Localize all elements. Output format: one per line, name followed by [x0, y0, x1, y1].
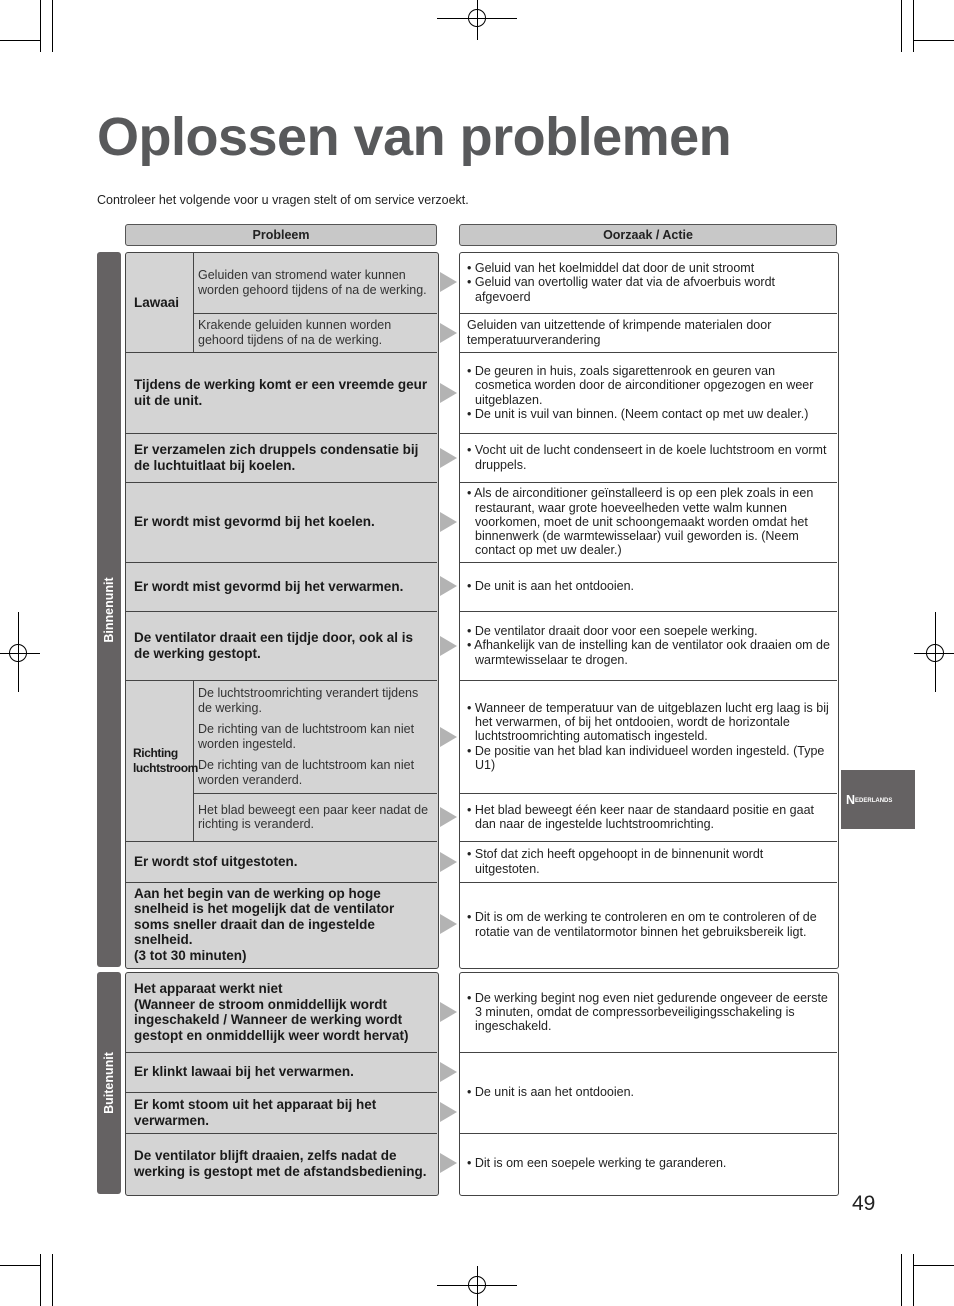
crop-mark	[914, 1265, 954, 1266]
cause-text: De werking begint nog even niet gedurende ongeveer de eerste 3 minuten, omdat de compressorbeveiligingsschakeling is ingeschakeld.	[474, 990, 828, 1034]
cause-cell	[467, 482, 831, 562]
column-header-problem: Probleem	[125, 224, 437, 246]
problem-text: Er wordt mist gevormd bij het koelen.	[134, 514, 375, 530]
cause-item: • De unit is aan het ontdooien.	[467, 579, 635, 594]
cause-cell	[467, 1052, 831, 1133]
page-title: Oplossen van problemen	[97, 107, 732, 167]
problem-text: Er klinkt lawaai bij het verwarmen.	[134, 1064, 354, 1080]
crop-mark	[40, 1254, 41, 1306]
cause-cell	[467, 1133, 831, 1194]
cause-text: De geuren in huis, zoals sigarettenrook en geuren van cosmetica worden door de airconditioner opgezogen en weer uitgeblazen.	[474, 364, 814, 407]
cause-text: Wanneer de temperatuur van de uitgeblazen lucht erg laag is bij het verwarmen, of bij het ontdooien, wordt de horizontale luchtstroomrichting automatisch ingesteld.	[474, 700, 829, 744]
cause-text: Vocht uit de lucht condenseert in de koele luchtstroom en vormt druppels.	[474, 443, 827, 472]
problem-text: De ventilator draait een tijdje door, ook al is de werking gestopt.	[134, 630, 414, 661]
section-bar-outdoor	[97, 972, 121, 1194]
section-bar-indoor	[97, 252, 121, 967]
problem-text-group	[198, 682, 434, 793]
language-tab-rest: EDERLANDS	[855, 798, 893, 804]
cause-item: • Als de airconditioner geïnstalleerd is op een plek zoals in een restaurant, waar grote hoeveelheden vette walm kunnen voorkomen, moet de unit schoongemaakt worden omdat het binnenwerk (de warmtewisselaar) vuil geworden is. (Neem contact op met uw dealer.)	[467, 486, 814, 558]
cause-item: • Wanneer de temperatuur van de uitgeblazen lucht erg laag is bij het verwarmen, of bij het ontdooien, wordt de horizontale luchtstroomrichting automatisch ingesteld.	[467, 700, 829, 744]
cause-text: Dit is om een soepele werking te garanderen.	[474, 1156, 727, 1171]
cause-cell	[467, 352, 831, 433]
cause-item: • De unit is aan het ontdooien.	[467, 1085, 635, 1100]
cause-item: • Het blad beweegt één keer naar de standaard positie en gaat dan naar de ingestelde luchtstroomrichting.	[467, 802, 814, 831]
cause-cell	[467, 562, 831, 611]
crop-mark	[913, 1254, 914, 1306]
crop-mark	[901, 1254, 902, 1306]
cause-text: Geluid van overtollig water dat via de afvoerbuis wordt afgevoerd	[474, 275, 776, 304]
arrow-icon	[440, 576, 457, 596]
cause-text: Afhankelijk van de instelling kan de ventilator ook draaien om de warmtewisselaar te drogen.	[474, 638, 830, 667]
problem-text: (Wanneer de stroom onmiddellijk wordt ingeschakeld / Wanneer de werking wordt gestopt en onmiddellijk weer wordt hervat)	[134, 996, 409, 1043]
cause-cell	[467, 680, 831, 793]
problem-text: De richting van de luchtstroom kan niet worden veranderd.	[198, 758, 415, 787]
arrow-icon	[440, 807, 457, 827]
problem-text: De richting van de luchtstroom kan niet worden ingesteld.	[198, 722, 415, 751]
cause-cell	[467, 972, 831, 1052]
cause-item: • Stof dat zich heeft opgehoopt in de binnenunit wordt uitgestoten.	[467, 847, 764, 876]
problem-text: Krakende geluiden kunnen worden gehoord tijdens of na de werking.	[198, 318, 392, 347]
problem-text: De luchtstroomrichting verandert tijdens de werking.	[198, 686, 419, 715]
problem-text: Het apparaat werkt niet	[134, 981, 283, 996]
cause-item: • De ventilator draait door voor een soepele werking.	[467, 624, 758, 639]
cause-item: • Dit is om de werking te controleren en om te controleren of de rotatie van de ventilatormotor binnen het gebruiksbereik ligt.	[467, 910, 817, 939]
cause-item: • De werking begint nog even niet gedurende ongeveer de eerste 3 minuten, omdat de compressorbeveiligingsschakeling is ingeschakeld.	[467, 990, 828, 1034]
cause-text: Stof dat zich heeft opgehoopt in de binnenunit wordt uitgestoten.	[474, 847, 764, 876]
problem-text: Er wordt mist gevormd bij het verwarmen.	[134, 578, 404, 594]
cause-cell	[467, 313, 831, 352]
cause-text: Het blad beweegt één keer naar de standaard positie en gaat dan naar de ingestelde luchtstroomrichting.	[474, 802, 814, 831]
airflow-label-line: luchtstroom	[133, 760, 198, 775]
cause-item: • Afhankelijk van de instelling kan de ventilator ook draaien om de warmtewisselaar te drogen.	[467, 638, 830, 667]
section-label-outdoor: Buitenunit	[102, 1052, 116, 1114]
problem-text: De ventilator blijft draaien, zelfs nadat de werking is gestopt met de afstandsbediening.	[134, 1148, 427, 1179]
group-label-airflow	[133, 680, 198, 841]
column-header-cause: Oorzaak / Actie	[459, 224, 837, 246]
crop-mark	[52, 0, 53, 52]
section-label-indoor: Binnenunit	[102, 576, 116, 643]
cause-text: Geluid van het koelmiddel dat door de unit stroomt	[474, 261, 755, 276]
cause-item: • De positie van het blad kan individueel worden ingesteld. (Type U1)	[467, 743, 825, 772]
cause-cell	[467, 611, 831, 680]
cause-text: De unit is vuil van binnen. (Neem contact op met uw dealer.)	[474, 406, 809, 421]
problem-text: Er verzamelen zich druppels condensatie bij de luchtuitlaat bij koelen.	[134, 442, 419, 473]
problem-text: Aan het begin van de werking op hoge snelheid is het mogelijk dat de ventilator soms sneller draait dan de ingestelde snelheid.	[134, 885, 395, 948]
page-number: 49	[852, 1192, 876, 1215]
arrow-icon	[440, 383, 457, 403]
airflow-label-line: Richting	[133, 745, 178, 760]
problem-text: Tijdens de werking komt er een vreemde geur uit de unit.	[134, 377, 428, 408]
arrow-icon	[440, 1153, 457, 1173]
cause-text: De positie van het blad kan individueel worden ingesteld. (Type U1)	[474, 743, 825, 772]
cause-item: • Geluid van het koelmiddel dat door de unit stroomt	[467, 261, 755, 276]
arrow-icon	[440, 1002, 457, 1022]
registration-mark	[468, 1276, 486, 1294]
intro-text: Controleer het volgende voor u vragen stelt of om service verzoekt.	[97, 193, 469, 207]
arrow-icon	[440, 272, 457, 292]
cause-cell	[467, 882, 831, 967]
arrow-icon	[440, 852, 457, 872]
cause-text: De unit is aan het ontdooien.	[474, 1085, 635, 1100]
problem-text: Geluiden van stromend water kunnen worden gehoord tijdens of na de werking.	[198, 268, 427, 297]
crop-mark	[0, 40, 40, 41]
crop-mark	[40, 0, 41, 52]
cause-item: • De unit is vuil van binnen. (Neem contact op met uw dealer.)	[467, 406, 809, 421]
cause-cell	[467, 433, 831, 482]
arrow-icon	[440, 914, 457, 934]
crop-mark	[52, 1254, 53, 1306]
crop-mark	[0, 1265, 40, 1266]
arrow-icon	[440, 323, 457, 343]
problem-text-group	[134, 882, 432, 967]
cause-text: De ventilator draait door voor een soepele werking.	[474, 624, 758, 639]
registration-mark	[468, 9, 486, 27]
cause-item: • Vocht uit de lucht condenseert in de koele luchtstroom en vormt druppels.	[467, 443, 827, 472]
arrow-icon	[440, 1102, 457, 1122]
arrow-icon	[440, 727, 457, 747]
cause-item: • De geuren in huis, zoals sigarettenrook en geuren van cosmetica worden door de airconditioner opgezogen en weer uitgeblazen.	[467, 364, 814, 407]
cause-item: • Geluid van overtollig water dat via de afvoerbuis wordt afgevoerd	[467, 275, 776, 304]
problem-text: Het blad beweegt een paar keer nadat de richting is veranderd.	[198, 802, 429, 831]
problem-text: Er komt stoom uit het apparaat bij het verwarmen.	[134, 1097, 377, 1128]
sub-column-divider	[193, 252, 194, 352]
cause-text: Geluiden van uitzettende of krimpende materialen door temperatuurverandering	[467, 318, 772, 347]
registration-mark	[9, 644, 27, 662]
problem-text: Er wordt stof uitgestoten.	[134, 853, 298, 869]
problem-text: (3 tot 30 minuten)	[134, 947, 247, 963]
arrow-icon	[440, 636, 457, 656]
arrow-icon	[440, 1062, 457, 1082]
cause-cell	[467, 841, 831, 882]
language-tab	[841, 770, 915, 829]
crop-mark	[913, 0, 914, 52]
language-tab-initial: N	[846, 792, 856, 807]
group-label-noise: Lawaai	[134, 294, 180, 310]
cause-cell	[467, 252, 831, 313]
crop-mark	[914, 40, 954, 41]
crop-mark	[901, 0, 902, 52]
cause-item: • Dit is om een soepele werking te garanderen.	[467, 1156, 727, 1171]
cause-cell	[467, 793, 831, 841]
registration-mark	[926, 644, 944, 662]
cause-text: Dit is om de werking te controleren en om te controleren of de rotatie van de ventilatormotor binnen het gebruiksbereik ligt.	[474, 910, 817, 939]
cause-text: Als de airconditioner geïnstalleerd is op een plek zoals in een restaurant, waar grote hoeveelheden vette walm kunnen voorkomen, moet de unit schoongemaakt worden omdat het binnenwerk (de warmtewisselaar) vuil geworden is. (Neem contact op met uw dealer.)	[474, 486, 814, 558]
arrow-icon	[440, 512, 457, 532]
arrow-icon	[440, 448, 457, 468]
cause-text: De unit is aan het ontdooien.	[474, 579, 635, 594]
problem-text-group	[134, 972, 432, 1052]
